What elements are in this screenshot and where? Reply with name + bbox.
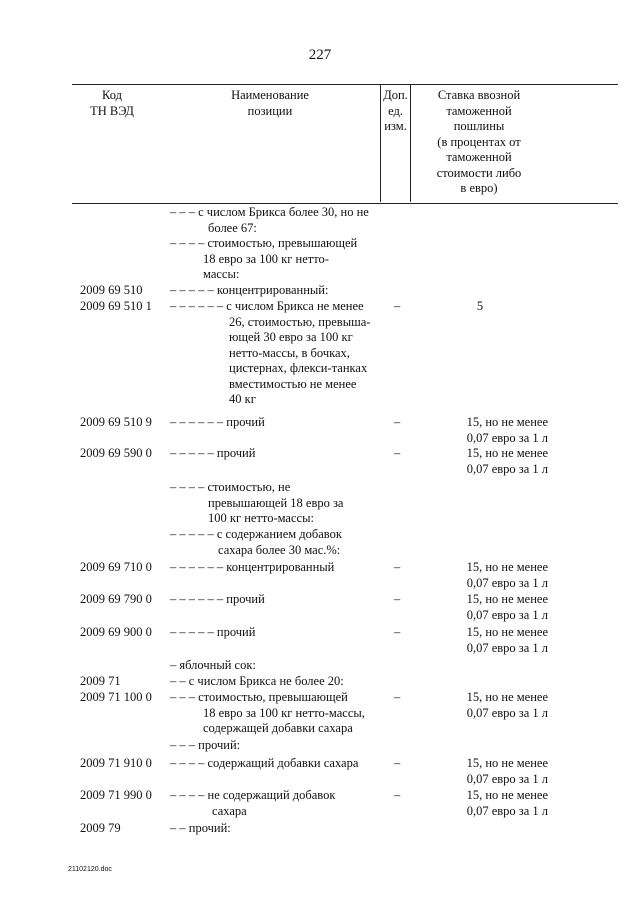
position-name: – яблочный сок:: [170, 658, 256, 672]
tnved-code: 2009 71 910 0: [80, 756, 152, 770]
duty-rate: 15, но не менее 0,07 евро за 1 л: [466, 690, 548, 720]
position-name: – – – – – концентрированный:: [170, 283, 329, 297]
duty-rate: 15, но не менее 0,07 евро за 1 л: [466, 756, 548, 786]
unit-dash: –: [394, 415, 401, 429]
duty-rate: 5: [476, 299, 484, 313]
duty-rate: 15, но не менее 0,07 евро за 1 л: [466, 560, 548, 590]
duty-rate: 15, но не менее 0,07 евро за 1 л: [466, 446, 548, 476]
header-name: Наименование позиции: [231, 88, 309, 118]
tnved-code: 2009 71 100 0: [80, 690, 152, 704]
position-name: – – – – – – концентрированный: [170, 560, 335, 574]
position-name: – – – – – прочий: [170, 625, 256, 639]
tnved-code: 2009 69 510 9: [80, 415, 152, 429]
duty-rate: 15, но не менее 0,07 евро за 1 л: [466, 592, 548, 622]
tnved-code: 2009 69 900 0: [80, 625, 152, 639]
position-name: – – – – содержащий добавки сахара: [170, 756, 359, 770]
position-name: – – – – – – прочий: [170, 592, 265, 606]
unit-dash: –: [394, 560, 401, 574]
tnved-code: 2009 71: [80, 674, 121, 688]
header-code: Код ТН ВЭД: [90, 88, 134, 118]
unit-dash: –: [394, 690, 401, 704]
position-name: – – – – стоимостью, не превышающей 18 евро за 100 кг нетто-массы:: [170, 480, 344, 525]
position-name: – – – – стоимостью, превышающей 18 евро за 100 кг нетто- массы:: [170, 236, 358, 281]
duty-rate: 15, но не менее 0,07 евро за 1 л: [466, 788, 548, 818]
position-name: – – – – – прочий: [170, 446, 256, 460]
unit-dash: –: [394, 299, 401, 313]
position-name: – – – – – – с числом Брикса не менее 26, стоимостью, превыша- ющей 30 евро за 100 кг нетто-массы, в бочках, цистернах, флекси-танках вместимостью не менее 40 кг: [170, 299, 371, 406]
tnved-code: 2009 69 510: [80, 283, 143, 297]
header-rate: Ставка ввозной таможенной пошлины (в процентах от таможенной стоимости либо в евро): [436, 88, 522, 195]
unit-dash: –: [394, 625, 401, 639]
position-name: – – – с числом Брикса более 30, но не более 67:: [170, 205, 369, 235]
position-name: – – – – – – прочий: [170, 415, 265, 429]
unit-dash: –: [394, 788, 401, 802]
position-name: – – – стоимостью, превышающей 18 евро за 100 кг нетто-массы, содержащей добавки сахара: [170, 690, 365, 735]
file-name-footer: 21102120.doc: [68, 866, 112, 873]
position-name: – – – – не содержащий добавок сахара: [170, 788, 336, 818]
position-name: – – прочий:: [170, 821, 231, 835]
tnved-code: 2009 69 710 0: [80, 560, 152, 574]
position-name: – – – прочий:: [170, 738, 241, 752]
duty-rate: 15, но не менее 0,07 евро за 1 л: [466, 415, 548, 445]
unit-dash: –: [394, 446, 401, 460]
position-name: – – с числом Брикса не более 20:: [170, 674, 344, 688]
position-name: – – – – – с содержанием добавок сахара более 30 мас.%:: [170, 527, 342, 557]
unit-dash: –: [394, 756, 401, 770]
tnved-code: 2009 69 510 1: [80, 299, 152, 313]
tnved-code: 2009 69 590 0: [80, 446, 152, 460]
unit-dash: –: [394, 592, 401, 606]
header-unit: Доп. ед. изм.: [383, 88, 408, 133]
page-number: 227: [308, 47, 332, 63]
tnved-code: 2009 71 990 0: [80, 788, 152, 802]
tnved-code: 2009 79: [80, 821, 121, 835]
duty-rate: 15, но не менее 0,07 евро за 1 л: [466, 625, 548, 655]
tnved-code: 2009 69 790 0: [80, 592, 152, 606]
